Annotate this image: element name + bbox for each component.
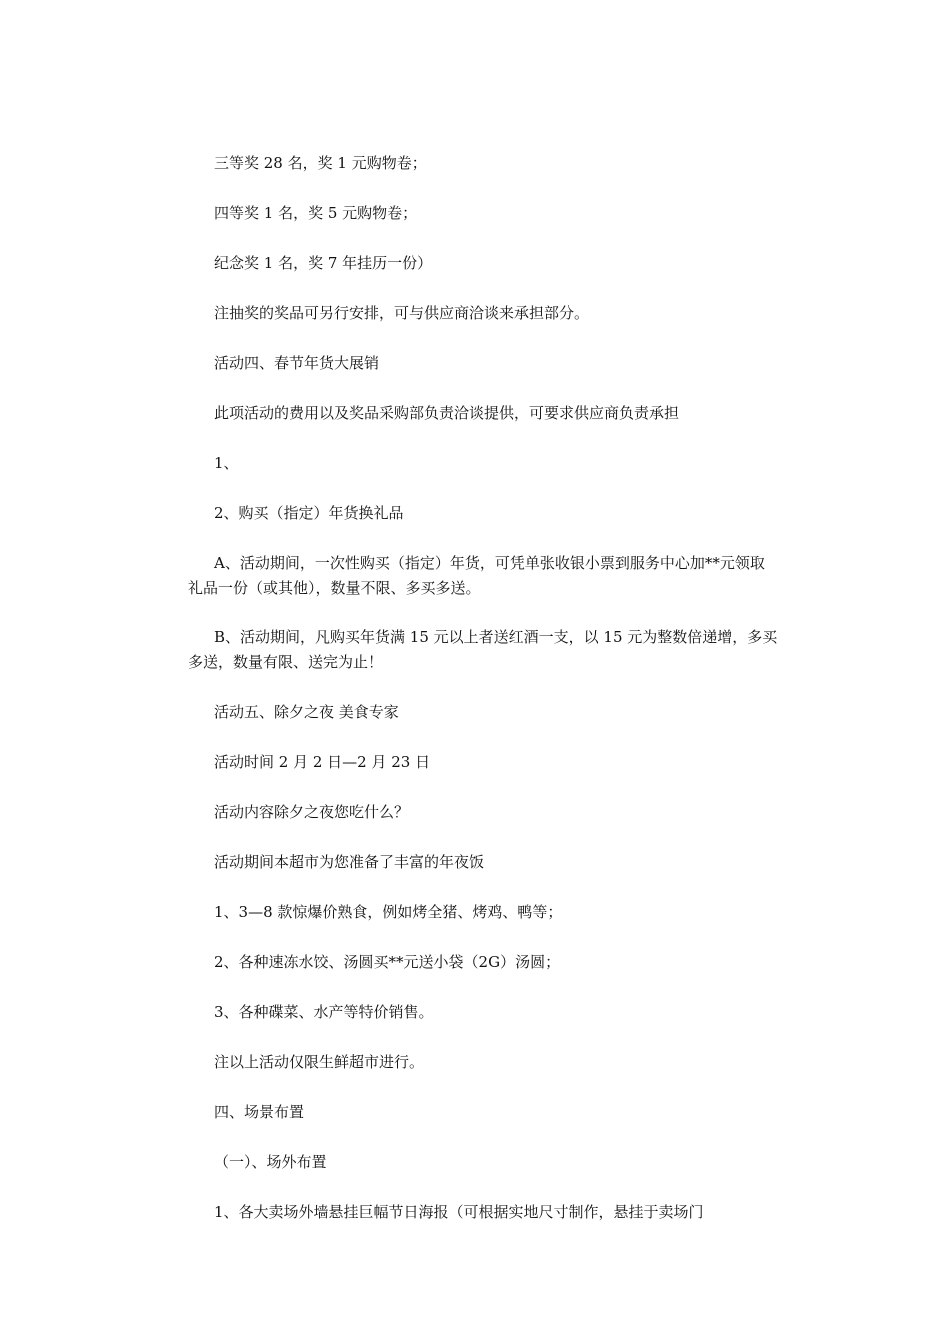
paragraph-prize-note: 注抽奖的奖品可另行安排，可与供应商洽谈来承担部分。 — [214, 304, 590, 322]
paragraph-activity-period: 活动期间本超市为您准备了丰富的年夜饭 — [214, 853, 485, 871]
paragraph-fresh-note: 注以上活动仅限生鲜超市进行。 — [214, 1053, 425, 1071]
paragraph-outdoor-poster: 1、各大卖场外墙悬挂巨幅节日海报（可根据实地尺寸制作，悬挂于卖场门 — [214, 1203, 704, 1221]
heading-scene-layout: 四、场景布置 — [214, 1103, 305, 1121]
paragraph-option-a: A、活动期间，一次性购买（指定）年货，可凭单张收银小票到服务中心加**元领取礼品一份（或其他），数量不限、多买多送。 — [188, 554, 765, 597]
paragraph-souvenir-prize: 纪念奖 1 名，奖 7 年挂历一份） — [214, 254, 433, 272]
paragraph-fourth-prize: 四等奖 1 名，奖 5 元购物卷； — [214, 204, 418, 222]
paragraph-third-prize: 三等奖 28 名，奖 1 元购物卷； — [214, 154, 427, 172]
list-item-deli: 1、3—8 款惊爆价熟食，例如烤全猪、烤鸡、鸭等； — [214, 903, 563, 921]
list-item-dumplings: 2、各种速冻水饺、汤圆买**元送小袋（2G）汤圆； — [214, 953, 561, 971]
paragraph-activity-time: 活动时间 2 月 2 日—2 月 23 日 — [214, 753, 431, 771]
list-item-seafood: 3、各种碟菜、水产等特价销售。 — [214, 1003, 434, 1021]
paragraph-activity-content: 活动内容除夕之夜您吃什么？ — [214, 803, 410, 821]
paragraph-activity-four-cost: 此项活动的费用以及奖品采购部负责洽谈提供，可要求供应商负责承担 — [214, 404, 680, 422]
heading-activity-four: 活动四、春节年货大展销 — [214, 354, 380, 372]
list-item-2: 2、购买（指定）年货换礼品 — [214, 504, 404, 522]
paragraph-option-b: B、活动期间，凡购买年货满 15 元以上者送红酒一支，以 15 元为整数倍递增，多买多送，数量有限、送完为止！ — [188, 628, 778, 671]
list-item-1: 1、 — [214, 454, 239, 472]
heading-activity-five: 活动五、除夕之夜 美食专家 — [214, 703, 399, 721]
heading-outdoor-layout: （一）、场外布置 — [214, 1153, 327, 1171]
